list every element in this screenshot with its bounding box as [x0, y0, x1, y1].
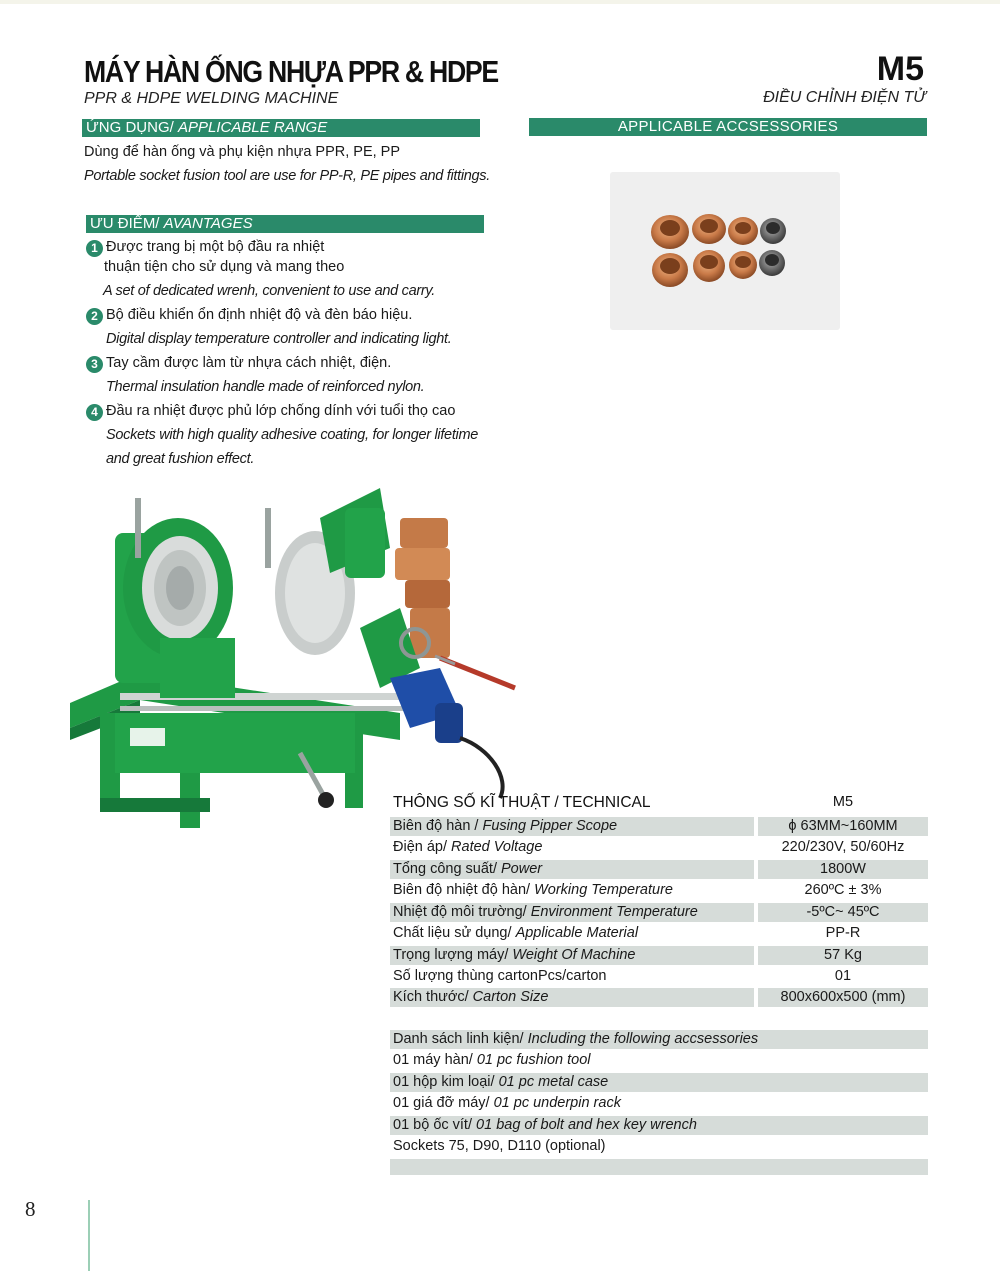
spec-value: 01 — [834, 968, 852, 984]
list-item — [390, 1137, 928, 1156]
spec-label-en: Fusing Pipper Scope — [482, 818, 618, 834]
included-heading-en: Including the following accsessories — [527, 1031, 759, 1047]
list-item — [390, 1094, 928, 1113]
spec-label-en: Carton Size — [472, 989, 549, 1005]
specs-heading: THÔNG SỐ KĨ THUẬT / TECHNICAL — [393, 794, 651, 811]
spec-label-en: Power — [501, 861, 543, 877]
accessories-photo — [610, 172, 840, 330]
number-badge: 1 — [86, 240, 103, 257]
advantage-4-vi: Đầu ra nhiệt được phủ lớp chống dính với tuổi thọ cao — [106, 403, 456, 419]
included-item-en: 01 pc metal case — [498, 1074, 609, 1090]
advantage-3-vi: Tay cầm được làm từ nhựa cách nhiệt, điện. — [106, 355, 392, 371]
spec-label-vi: Nhiệt độ môi trường/ — [393, 904, 531, 920]
spec-row — [390, 903, 928, 922]
spec-label-en: Rated Voltage — [451, 839, 543, 855]
number-badge: 3 — [86, 356, 103, 373]
spec-row — [390, 860, 928, 879]
spec-label-en: Working Temperature — [534, 882, 673, 898]
advantage-4-en-line1: Sockets with high quality adhesive coating, for longer lifetime — [106, 427, 479, 443]
range-heading-en: APPLICABLE RANGE — [177, 119, 328, 136]
advantages-heading-vi: ƯU ĐIỂM/ — [90, 215, 164, 232]
advantages-heading — [86, 215, 484, 233]
spec-row — [390, 924, 928, 943]
spec-label — [390, 903, 754, 922]
spec-label-vi: Biên độ hàn / — [393, 818, 483, 834]
specs-model: M5 — [832, 794, 854, 810]
spec-value: 220/230V, 50/60Hz — [781, 839, 905, 855]
list-item — [390, 1051, 928, 1070]
included-heading-vi: Danh sách linh kiện/ — [393, 1031, 528, 1047]
spec-value: 57 Kg — [758, 946, 928, 965]
advantage-2-vi: Bộ điều khiển ổn định nhiệt độ và đèn báo hiệu. — [106, 307, 413, 323]
spec-value: -5ºC~ 45ºC — [758, 903, 928, 922]
number-badge: 2 — [86, 308, 103, 325]
spec-row — [390, 967, 928, 986]
included-item-en: 01 pc fushion tool — [476, 1052, 591, 1068]
range-heading-vi: ỨNG DỤNG/ — [86, 119, 178, 136]
spec-label — [390, 838, 754, 857]
spec-value: 1800W — [758, 860, 928, 879]
spec-label-en: Applicable Material — [515, 925, 639, 941]
included-item-en: 01 pc underpin rack — [493, 1095, 621, 1111]
advantage-3-en: Thermal insulation handle made of reinforced nylon. — [106, 379, 425, 395]
spec-label — [390, 881, 754, 900]
list-end-bar — [390, 1159, 928, 1175]
spec-label-vi: Số lượng thùng cartonPcs/carton — [393, 968, 607, 984]
spec-label-vi: Chất liệu sử dụng/ — [393, 925, 516, 941]
range-text-vi: Dùng để hàn ống và phụ kiện nhựa PPR, PE, PP — [84, 144, 401, 160]
spec-value: 800x600x500 (mm) — [758, 988, 928, 1007]
spec-label — [390, 817, 754, 836]
footer-divider — [88, 1200, 90, 1271]
range-heading — [82, 119, 480, 137]
advantage-1-vi-line1: Được trang bị một bộ đầu ra nhiệt — [106, 239, 325, 255]
spec-row — [390, 988, 928, 1007]
sockets-illustration — [610, 172, 840, 330]
spec-value: PP-R — [825, 925, 861, 941]
spec-label-vi: Trọng lượng máy/ — [393, 947, 513, 963]
spec-label — [390, 924, 754, 943]
model-subtitle: ĐIỀU CHỈNH ĐIỆN TỬ — [763, 89, 926, 106]
spec-row — [390, 817, 928, 836]
spec-label-vi: Biên độ nhiệt độ hàn/ — [393, 882, 535, 898]
spec-value: ϕ 63MM~160MM — [758, 817, 928, 836]
top-border — [0, 0, 1000, 4]
spec-label-vi: Điện áp/ — [393, 839, 452, 855]
advantage-2-en: Digital display temperature controller and indicating light. — [106, 331, 452, 347]
spec-row — [390, 881, 928, 900]
spec-label — [390, 860, 754, 879]
included-item-vi: 01 giá đỡ máy/ — [393, 1095, 494, 1111]
page-title: MÁY HÀN ỐNG NHỰA PPR & HDPE — [84, 54, 498, 89]
spec-label-vi: Kích thước/ — [393, 989, 473, 1005]
spec-label — [390, 988, 754, 1007]
advantage-4-en-line2: and great fushion effect. — [106, 451, 255, 467]
included-item-vi: Sockets 75, D90, D110 (optional) — [393, 1138, 606, 1154]
spec-label-vi: Tổng công suất/ — [393, 861, 502, 877]
spec-row — [390, 838, 928, 857]
number-badge: 4 — [86, 404, 103, 421]
included-item-en: 01 bag of bolt and hex key wrench — [476, 1117, 697, 1133]
spec-row — [390, 946, 928, 965]
spec-label — [390, 946, 754, 965]
range-text-en: Portable socket fusion tool are use for PP-R, PE pipes and fittings. — [84, 168, 490, 184]
page-subtitle: PPR & HDPE WELDING MACHINE — [84, 90, 339, 107]
page-number: 8 — [25, 1197, 36, 1221]
included-heading — [390, 1030, 928, 1049]
spec-label — [390, 967, 754, 986]
accessories-heading: APPLICABLE ACCSESSORIES — [529, 118, 927, 136]
spec-label-en: Weight Of Machine — [512, 947, 636, 963]
included-item-vi: 01 máy hàn/ — [393, 1052, 477, 1068]
spec-value: 260ºC ± 3% — [804, 882, 882, 898]
list-item — [390, 1116, 928, 1135]
spec-label-en: Environment Temperature — [530, 904, 698, 920]
advantage-1-vi-line2: thuận tiện cho sử dụng và mang theo — [104, 259, 345, 275]
advantage-1-en: A set of dedicated wrenh, convenient to use and carry. — [103, 283, 436, 299]
included-item-vi: 01 hộp kim loại/ — [393, 1074, 499, 1090]
list-item — [390, 1073, 928, 1092]
model-code: M5 — [876, 50, 924, 88]
welding-machine-illustration — [60, 478, 540, 838]
advantages-heading-en: AVANTAGES — [163, 215, 253, 232]
included-item-vi: 01 bộ ốc vít/ — [393, 1117, 477, 1133]
